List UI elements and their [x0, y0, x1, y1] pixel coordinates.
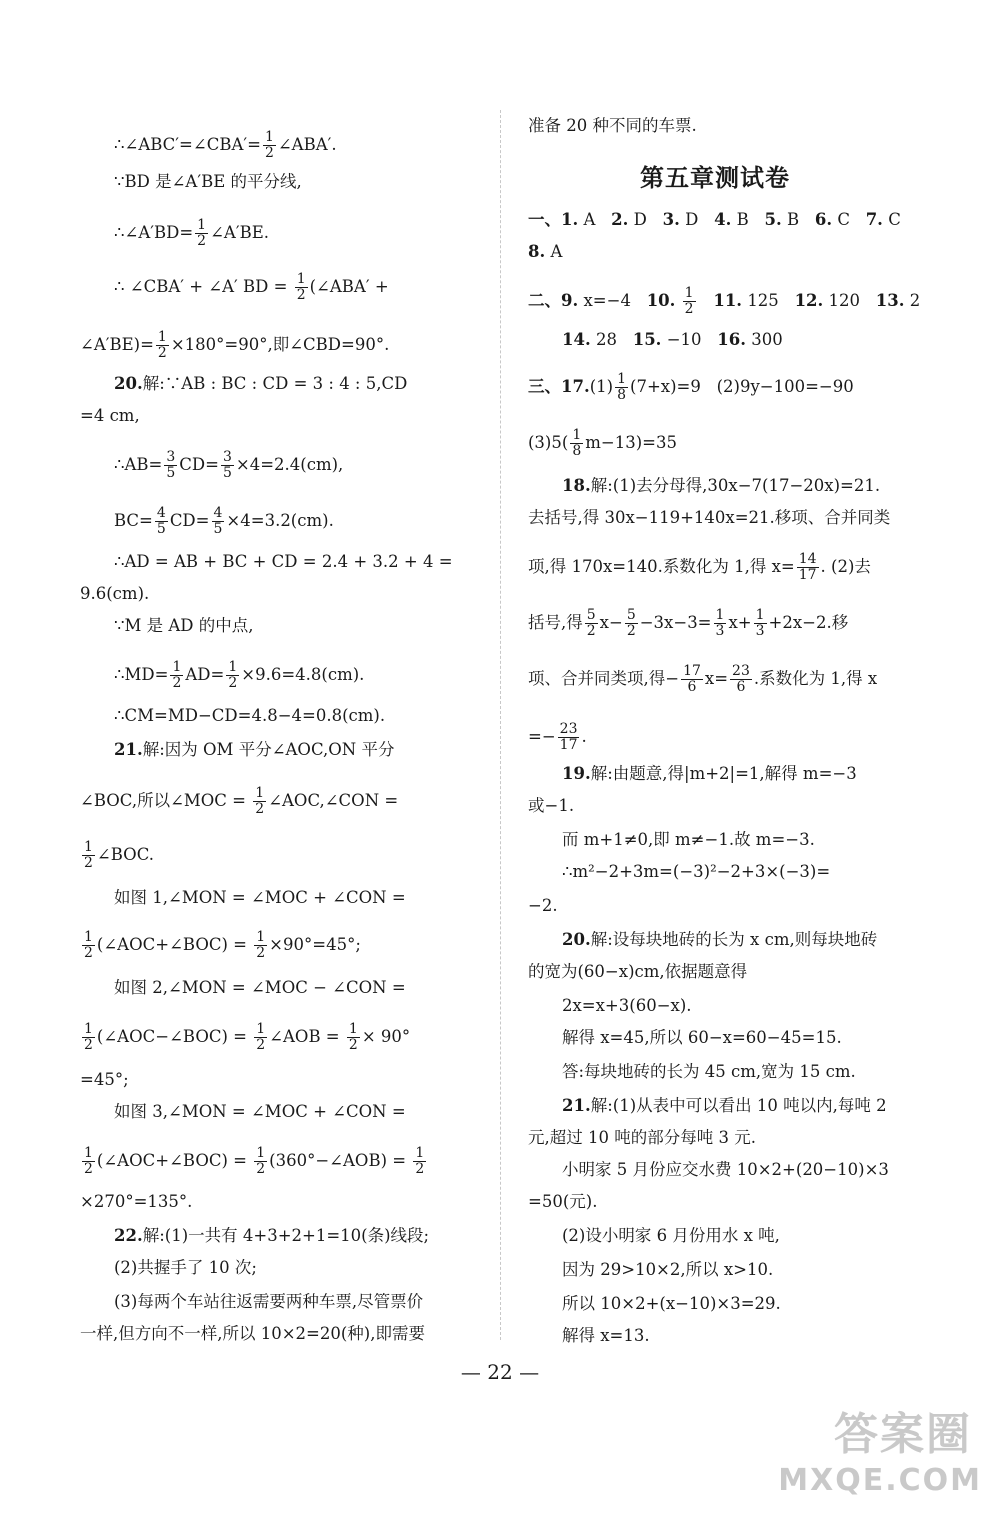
fraction: $\frac{1}{3}$: [755, 607, 765, 639]
fraction: $\frac{1}{2}$: [197, 217, 207, 249]
answer-line: ∠BOC,所以∠MOC = $\frac{1}{2}$ ∠AOC,∠CON =: [80, 785, 399, 817]
text: ∠ABA′.: [277, 135, 337, 154]
question-18-start: 18.解:(1)去分母得,30x−7(17−20x)=21.: [562, 476, 881, 495]
answer-line: (3)5( $\frac{1}{8}$ m−13)=35: [528, 427, 677, 459]
answer-line: 2x=x+3(60−x).: [562, 996, 692, 1015]
fraction: $\frac{1}{2}$: [172, 659, 182, 691]
question-19-start: 19.解:由题意,得|m+2|=1,解得 m=−3: [562, 764, 857, 783]
answer-line: 括号,得 $\frac{5}{2}$ x− $\frac{5}{2}$ −3x−3= $\frac{1}{3}$ x+ $\frac{1}{3}$ +2x−2.移: [528, 607, 849, 639]
answer-line: 因为 29>10×2,所以 x>10.: [562, 1260, 774, 1279]
answer-line: ∴AD = AB + BC + CD = 2.4 + 3.2 + 4 =: [114, 552, 453, 571]
answer-line: =− $\frac{23}{17}$ .: [528, 721, 587, 753]
answer-line: 如图 3,∠MON = ∠MOC + ∠CON =: [114, 1102, 406, 1121]
fraction: $\frac{1}{2}$: [348, 1021, 358, 1053]
answer-line: ∵BD 是∠A′BE 的平分线,: [114, 172, 302, 191]
answer-line: $\frac{1}{2}$ (∠AOC+∠BOC) = $\frac{1}{2}$ ×90°=45°;: [84, 929, 361, 961]
fraction: $\frac{1}{2}$: [84, 1145, 93, 1177]
fraction: $\frac{4}{5}$: [156, 505, 166, 537]
question-21-start: 21.解:(1)从表中可以看出 10 吨以内,每吨 2: [562, 1096, 887, 1115]
answer-line: 答:每块地砖的长为 45 cm,宽为 15 cm.: [562, 1062, 856, 1081]
fraction: $\frac{1}{2}$: [684, 285, 694, 317]
fraction: $\frac{5}{2}$: [586, 607, 596, 639]
answer-line: =50(元).: [528, 1192, 598, 1211]
fraction: $\frac{14}{17}$: [798, 551, 817, 583]
page-number: — 22 —: [460, 1360, 540, 1384]
fraction: $\frac{1}{2}$: [256, 929, 266, 961]
answer-line: ×270°=135°.: [80, 1192, 193, 1211]
answer-line: =4 cm,: [80, 406, 140, 425]
column-divider: [500, 110, 501, 1340]
answer-line: 去括号,得 30x−119+140x=21.移项、合并同类: [528, 508, 891, 527]
fraction: $\frac{1}{2}$: [84, 929, 93, 961]
answer-line: 小明家 5 月份应交水费 10×2+(20−10)×3: [562, 1160, 889, 1179]
answer-line: 准备 20 种不同的车票.: [528, 116, 697, 135]
answer-line: 所以 10×2+(x−10)×3=29.: [562, 1294, 781, 1313]
fraction: $\frac{1}{2}$: [296, 271, 306, 303]
answer-line: [80, 130, 337, 161]
answer-line: ∴MD= $\frac{1}{2}$ AD= $\frac{1}{2}$ ×9.6=4.8(cm).: [114, 659, 365, 691]
fraction: $\frac{1}{3}$: [715, 607, 725, 639]
answer-line: ∴ ∠CBA′ + ∠A′ BD = $\frac{1}{2}$ (∠ABA′ +: [114, 271, 389, 303]
fraction: $\frac{1}{2}$: [228, 659, 238, 691]
watermark: 答案圈 MXQE.COM: [778, 1409, 982, 1498]
fraction: $\frac{3}{5}$: [166, 449, 176, 481]
answer-line: ∴CM=MD−CD=4.8−4=0.8(cm).: [114, 706, 386, 725]
question-20-start: 20.解:∵AB : BC : CD = 3 : 4 : 5,CD: [114, 374, 408, 393]
answer-line: ∴∠A′BD= $\frac{1}{2}$ ∠A′BE.: [114, 217, 269, 249]
fraction: $\frac{17}{6}$: [683, 663, 701, 695]
fraction: $\frac{23}{6}$: [732, 663, 750, 695]
answer-line: ∴AB= $\frac{3}{5}$ CD= $\frac{3}{5}$ ×4=2.4(cm),: [114, 449, 344, 481]
answer-line: −2.: [528, 896, 558, 915]
fraction: $\frac{23}{17}$: [559, 721, 578, 753]
fraction: $\frac{1}{2}$: [157, 329, 167, 361]
question-20-start: 20.解:设每块地砖的长为 x cm,则每块地砖: [562, 930, 878, 949]
answer-line: $\frac{1}{2}$ (∠AOC+∠BOC) = $\frac{1}{2}$ (360°−∠AOB) = $\frac{1}{2}$: [84, 1145, 425, 1177]
question-22-start: 22.解:(1)一共有 4+3+2+1=10(条)线段;: [114, 1226, 430, 1245]
answer-line: 一样,但方向不一样,所以 10×2=20(种),即需要: [80, 1324, 425, 1343]
answer-line: 解得 x=13.: [562, 1326, 650, 1345]
fraction: $\frac{1}{2}$: [264, 129, 274, 161]
fraction: $\frac{1}{8}$: [617, 371, 627, 403]
answer-line: 8. A: [528, 242, 563, 261]
section-1-answers: 一、1. A 2. D 3. D 4. B 5. B 6. C 7. C: [528, 210, 901, 229]
fraction: $\frac{1}{2}$: [256, 1145, 266, 1177]
fraction: $\frac{1}{2}$: [84, 839, 93, 871]
answer-line: 项、合并同类项,得− $\frac{17}{6}$ x= $\frac{23}{6}$ .系数化为 1,得 x: [528, 663, 878, 695]
fraction: $\frac{1}{2}$: [84, 1021, 93, 1053]
answer-line: 项,得 170x=140.系数化为 1,得 x= $\frac{14}{17}$ . (2)去: [528, 551, 871, 583]
answer-line: 的宽为(60−x)cm,依据题意得: [528, 962, 748, 981]
answer-line: $\frac{1}{2}$ (∠AOC−∠BOC) = $\frac{1}{2}$ ∠AOB = $\frac{1}{2}$ × 90°: [84, 1021, 411, 1053]
answer-line: ∵M 是 AD 的中点,: [114, 616, 254, 635]
answer-line: =45°;: [80, 1070, 129, 1089]
fraction: $\frac{1}{2}$: [415, 1145, 425, 1177]
answer-line: (2)共握手了 10 次;: [114, 1258, 257, 1277]
answer-line: 14. 28 15. −10 16. 300: [562, 330, 783, 349]
section-3-q17: 三、17.(1) $\frac{1}{8}$ (7+x)=9 (2)9y−100=−90: [528, 371, 854, 403]
fraction: $\frac{1}{2}$: [256, 1021, 266, 1053]
answer-line: (3)每两个车站往返需要两种车票,尽管票价: [114, 1292, 424, 1311]
answer-line: 而 m+1≠0,即 m≠−1.故 m=−3.: [562, 830, 815, 849]
chapter-title: 第五章测试卷: [640, 164, 790, 192]
answer-line: ∠A′BE)= $\frac{1}{2}$ ×180°=90°,即∠CBD=90°.: [80, 329, 390, 361]
fraction: $\frac{3}{5}$: [222, 449, 232, 481]
answer-line: 元,超过 10 吨的部分每吨 3 元.: [528, 1128, 756, 1147]
answer-line: BC= $\frac{4}{5}$ CD= $\frac{4}{5}$ ×4=3.2(cm).: [114, 505, 334, 537]
answer-line: 或−1.: [528, 796, 575, 815]
answer-line: $\frac{1}{2}$ ∠BOC.: [84, 839, 154, 871]
fraction: $\frac{1}{8}$: [572, 427, 582, 459]
answer-line: (2)设小明家 6 月份用水 x 吨,: [562, 1226, 780, 1245]
section-2-answers: 二、9. x=−4 10. $\frac{1}{2}$ 11. 125 12. 120 13. 2: [528, 285, 921, 317]
answer-line: ∴m²−2+3m=(−3)²−2+3×(−3)=: [562, 862, 831, 881]
text: ∴∠ABC′=∠CBA′=: [114, 135, 261, 154]
answer-line: 如图 1,∠MON = ∠MOC + ∠CON =: [114, 888, 406, 907]
fraction: $\frac{1}{2}$: [255, 785, 265, 817]
answer-line: 如图 2,∠MON = ∠MOC − ∠CON =: [114, 978, 406, 997]
question-21-start: 21.解:因为 OM 平分∠AOC,ON 平分: [114, 740, 395, 759]
fraction: $\frac{4}{5}$: [213, 505, 223, 537]
answer-line: 解得 x=45,所以 60−x=60−45=15.: [562, 1028, 842, 1047]
answer-line: 9.6(cm).: [80, 584, 150, 603]
fraction: $\frac{5}{2}$: [626, 607, 636, 639]
